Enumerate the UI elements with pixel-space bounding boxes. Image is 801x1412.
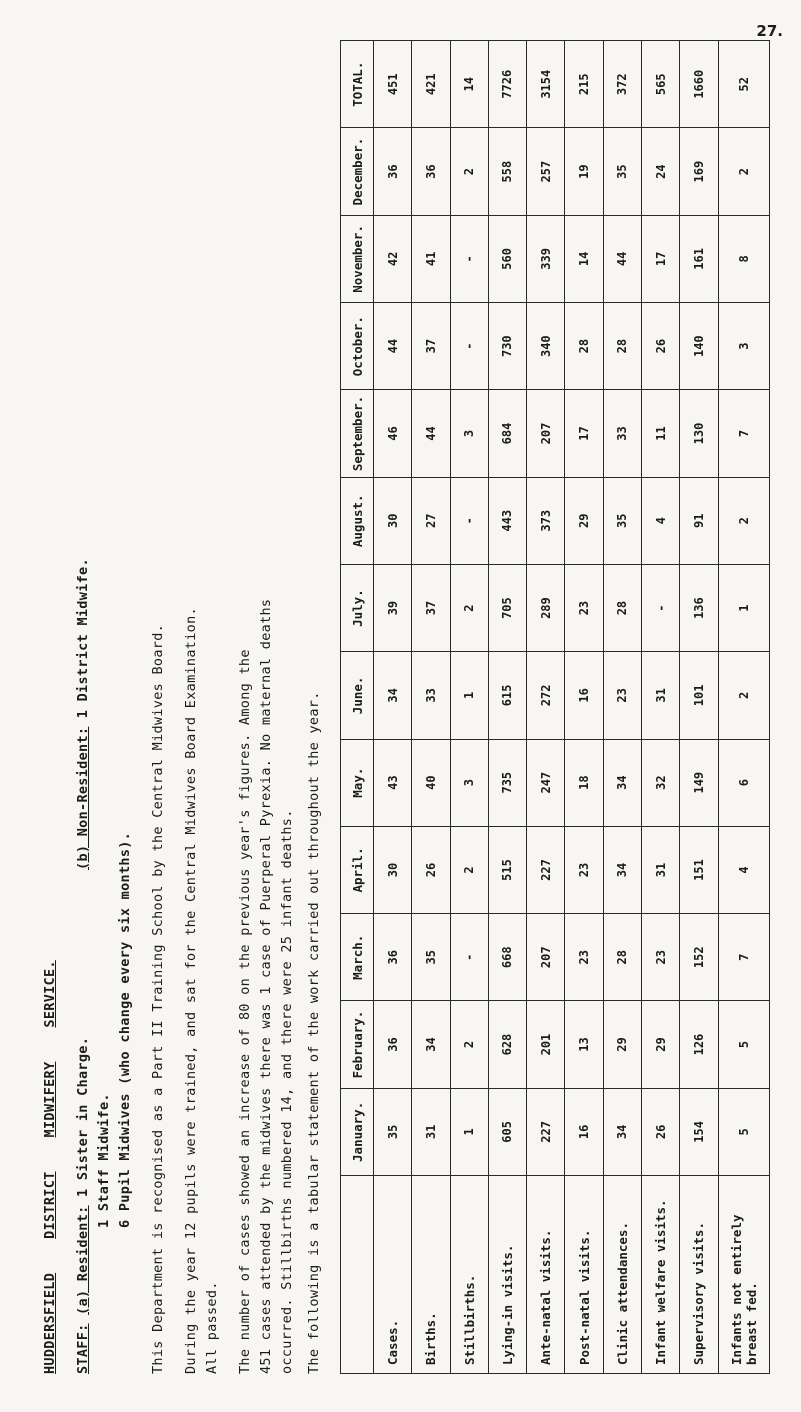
table-cell: 2: [450, 564, 488, 651]
table-cell: 289: [527, 564, 565, 651]
table-cell: 26: [641, 303, 679, 390]
table-cell: 29: [565, 477, 603, 564]
page-number: 27.: [756, 22, 783, 40]
table-cell: 6: [718, 739, 769, 826]
table-cell: 13: [565, 1001, 603, 1088]
table-cell: 36: [374, 1001, 412, 1088]
column-header: December.: [341, 128, 374, 215]
table-cell: 130: [680, 390, 718, 477]
resident-label: (a) Resident:: [75, 1205, 91, 1315]
staff-line-2: 1 Staff Midwife.: [96, 1093, 112, 1228]
heading-part-1: HUDDERSFIELD: [42, 1272, 58, 1374]
table-cell: 28: [603, 303, 641, 390]
table-cell: 34: [412, 1001, 450, 1088]
table-cell: 4: [718, 826, 769, 913]
table-cell: 1: [450, 652, 488, 739]
monthly-statistics-table: [340, 40, 770, 1374]
table-cell: 23: [565, 914, 603, 1001]
table-cell: 34: [603, 826, 641, 913]
paragraph-cases-line-2: 451 cases attended by the midwives there was 1 case of Puerperal Pyrexia. No maternal deaths: [258, 598, 274, 1374]
table-cell: 3: [450, 390, 488, 477]
report-text: [40, 54, 325, 1374]
table-cell: 1: [718, 564, 769, 651]
table-cell: 17: [565, 390, 603, 477]
column-header: May.: [341, 739, 374, 826]
table-cell: 1: [450, 1088, 488, 1175]
table-cell: 735: [488, 739, 526, 826]
table-row: [488, 41, 526, 1374]
table-cell: -: [450, 914, 488, 1001]
column-header: September.: [341, 390, 374, 477]
table-cell: -: [641, 564, 679, 651]
table-cell: 154: [680, 1088, 718, 1175]
table-cell: 44: [603, 215, 641, 302]
row-label: [603, 1176, 641, 1374]
table-cell: 443: [488, 477, 526, 564]
table-cell: 227: [527, 826, 565, 913]
table-cell: 34: [603, 1088, 641, 1175]
table-cell: 2: [718, 652, 769, 739]
row-label-text: Infant welfare visits.: [653, 1199, 669, 1365]
paragraph-training-school: This Department is recognised as a Part II Training School by the Central Midwives Board.: [150, 623, 166, 1374]
row-label: [412, 1176, 450, 1374]
table-cell: 16: [565, 1088, 603, 1175]
heading-part-2: DISTRICT: [42, 1171, 58, 1239]
table-cell: 628: [488, 1001, 526, 1088]
table-cell: 35: [603, 128, 641, 215]
table-cell: 43: [374, 739, 412, 826]
table-cell: 23: [565, 826, 603, 913]
table-cell: 29: [641, 1001, 679, 1088]
table-cell: 35: [603, 477, 641, 564]
row-label-text: Lying-in visits.: [499, 1244, 515, 1365]
table-cell: 7: [718, 914, 769, 1001]
table-cell: 23: [565, 564, 603, 651]
table-cell: 152: [680, 914, 718, 1001]
non-resident-value: 1 District Midwife.: [75, 558, 91, 719]
table-cell: -: [450, 303, 488, 390]
heading-part-3: MIDWIFERY: [42, 1061, 58, 1138]
paragraph-pupils-line-2: All passed.: [204, 1281, 220, 1374]
table-cell: 91: [680, 477, 718, 564]
table-cell: 36: [374, 128, 412, 215]
table-cell: 558: [488, 128, 526, 215]
paragraph-table-intro: The following is a tabular statement of the work carried out throughout the year.: [306, 691, 322, 1374]
row-label: [718, 1176, 769, 1374]
table-row: [565, 41, 603, 1374]
staff-line-3: 6 Pupil Midwives (who change every six months).: [117, 831, 133, 1228]
table-cell: 605: [488, 1088, 526, 1175]
table-cell: 560: [488, 215, 526, 302]
row-label-text: Clinic attendances.: [614, 1222, 630, 1365]
table-row: [374, 41, 412, 1374]
table-cell: 30: [374, 826, 412, 913]
row-label: [488, 1176, 526, 1374]
table-cell: 35: [412, 914, 450, 1001]
table-cell: 3154: [527, 41, 565, 128]
table-cell: 201: [527, 1001, 565, 1088]
row-label-text: Births.: [423, 1312, 439, 1365]
table-row: [680, 41, 718, 1374]
row-label-text: Supervisory visits.: [691, 1222, 707, 1365]
table-cell: 4: [641, 477, 679, 564]
table-cell: 3: [450, 739, 488, 826]
column-header: April.: [341, 826, 374, 913]
table-cell: 668: [488, 914, 526, 1001]
table-cell: 17: [641, 215, 679, 302]
column-header: November.: [341, 215, 374, 302]
table-cell: 684: [488, 390, 526, 477]
table-cell: 149: [680, 739, 718, 826]
table-cell: 29: [603, 1001, 641, 1088]
paragraph-cases-line-1: The number of cases showed an increase of 80 on the previous year's figures. Among the: [237, 649, 253, 1374]
table-cell: 36: [412, 128, 450, 215]
table-row: [412, 41, 450, 1374]
table-cell: 136: [680, 564, 718, 651]
table-cell: 34: [603, 739, 641, 826]
row-label: [641, 1176, 679, 1374]
table-cell: 44: [374, 303, 412, 390]
table-cell: 2: [718, 477, 769, 564]
table-cell: 247: [527, 739, 565, 826]
table-cell: 28: [603, 564, 641, 651]
table-cell: 35: [374, 1088, 412, 1175]
table-row: [527, 41, 565, 1374]
table-cell: 140: [680, 303, 718, 390]
table-cell: 37: [412, 564, 450, 651]
column-header: January.: [341, 1088, 374, 1175]
column-header: June.: [341, 652, 374, 739]
table-cell: 2: [450, 1001, 488, 1088]
table-header-row: [341, 41, 374, 1374]
table-cell: 272: [527, 652, 565, 739]
table-cell: 23: [641, 914, 679, 1001]
table-cell: 215: [565, 41, 603, 128]
table-cell: 705: [488, 564, 526, 651]
table-row: [718, 41, 769, 1374]
table-cell: 39: [374, 564, 412, 651]
table-cell: 101: [680, 652, 718, 739]
table-cell: 207: [527, 914, 565, 1001]
paragraph-pupils-line-1: During the year 12 pupils were trained, and sat for the Central Midwives Board Examination.: [183, 607, 199, 1374]
table-cell: 46: [374, 390, 412, 477]
table-cell: 7726: [488, 41, 526, 128]
table-cell: -: [450, 477, 488, 564]
table-body: [374, 41, 770, 1374]
paragraph-cases-line-3: occurred. Stillbirths numbered 14, and there were 25 infant deaths.: [279, 809, 295, 1374]
table-cell: 227: [527, 1088, 565, 1175]
table-cell: 33: [412, 652, 450, 739]
table-cell: 14: [450, 41, 488, 128]
table-cell: 373: [527, 477, 565, 564]
heading-part-4: SERVICE.: [42, 960, 58, 1028]
table-cell: 36: [374, 914, 412, 1001]
row-label-text-line-2: breast fed.: [743, 1282, 759, 1365]
table-cell: 28: [603, 914, 641, 1001]
table-cell: 26: [412, 826, 450, 913]
table-cell: 2: [718, 128, 769, 215]
table-cell: 27: [412, 477, 450, 564]
table-cell: 340: [527, 303, 565, 390]
row-label: [527, 1176, 565, 1374]
column-header: March.: [341, 914, 374, 1001]
row-label: [565, 1176, 603, 1374]
table-cell: 33: [603, 390, 641, 477]
column-header: TOTAL.: [341, 41, 374, 128]
table-cell: 3: [718, 303, 769, 390]
table-row: [603, 41, 641, 1374]
table-cell: 1660: [680, 41, 718, 128]
staff-line-1: [73, 54, 94, 1374]
row-label-text: Cases.: [385, 1319, 401, 1365]
table-cell: 19: [565, 128, 603, 215]
table-cell: 44: [412, 390, 450, 477]
table-row: [641, 41, 679, 1374]
table-cell: 2: [450, 128, 488, 215]
table-cell: 161: [680, 215, 718, 302]
table-cell: -: [450, 215, 488, 302]
table-cell: 372: [603, 41, 641, 128]
table-cell: 7: [718, 390, 769, 477]
table-cell: 40: [412, 739, 450, 826]
row-label: [680, 1176, 718, 1374]
table-cell: 30: [374, 477, 412, 564]
table-cell: 14: [565, 215, 603, 302]
table-cell: 126: [680, 1001, 718, 1088]
table-cell: 451: [374, 41, 412, 128]
table-cell: 28: [565, 303, 603, 390]
table-cell: 515: [488, 826, 526, 913]
table-cell: 31: [641, 826, 679, 913]
table-cell: 151: [680, 826, 718, 913]
table-cell: 31: [641, 652, 679, 739]
column-header: February.: [341, 1001, 374, 1088]
resident-value: 1 Sister in Charge.: [75, 1036, 91, 1197]
row-label-text: Post-natal visits.: [576, 1229, 592, 1365]
table-cell: 31: [412, 1088, 450, 1175]
table-cell: 24: [641, 128, 679, 215]
table-cell: 11: [641, 390, 679, 477]
table-cell: 52: [718, 41, 769, 128]
table-cell: 37: [412, 303, 450, 390]
table-cell: 32: [641, 739, 679, 826]
table-cell: 565: [641, 41, 679, 128]
table-cell: 421: [412, 41, 450, 128]
table-cell: 26: [641, 1088, 679, 1175]
table-cell: 34: [374, 652, 412, 739]
table-cell: 23: [603, 652, 641, 739]
table-cell: 16: [565, 652, 603, 739]
table-cell: 207: [527, 390, 565, 477]
table-cell: 5: [718, 1088, 769, 1175]
table-cell: 615: [488, 652, 526, 739]
row-label: [374, 1176, 412, 1374]
row-label-text: Infants not entirely: [728, 1214, 744, 1365]
column-header: August.: [341, 477, 374, 564]
table-cell: 169: [680, 128, 718, 215]
table-cell: 730: [488, 303, 526, 390]
table-cell: 339: [527, 215, 565, 302]
table-row: [450, 41, 488, 1374]
table-cell: 5: [718, 1001, 769, 1088]
table-cell: 42: [374, 215, 412, 302]
row-label-text: Ante-natal visits.: [538, 1229, 554, 1365]
table-cell: 18: [565, 739, 603, 826]
row-label: [450, 1176, 488, 1374]
column-header: October.: [341, 303, 374, 390]
table-cell: 8: [718, 215, 769, 302]
table-cell: 2: [450, 826, 488, 913]
table-cell: 41: [412, 215, 450, 302]
non-resident-label: (b) Non-Resident:: [75, 726, 91, 870]
staff-label: STAFF:: [75, 1323, 91, 1374]
column-header: July.: [341, 564, 374, 651]
section-heading: [40, 54, 61, 1374]
row-label-text: Stillbirths.: [461, 1274, 477, 1365]
table-cell: 257: [527, 128, 565, 215]
row-label-header: [341, 1176, 374, 1374]
